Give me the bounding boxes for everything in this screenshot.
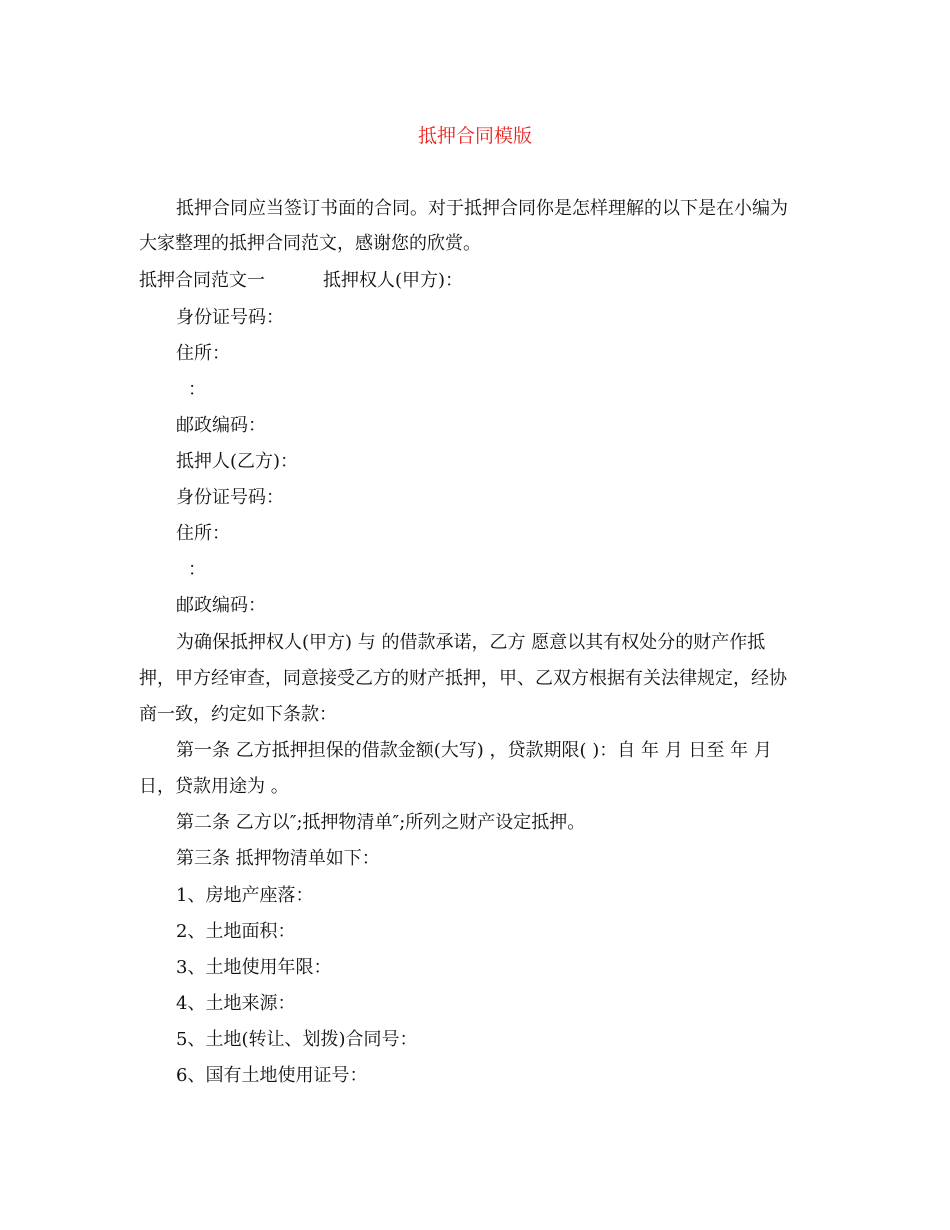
intro-line-1: 抵押合同应当签订书面的合同。对于抵押合同你是怎样理解的以下是在小编为 — [176, 198, 788, 219]
party-a-postal-code: 邮政编码： — [176, 415, 266, 436]
sample-heading: 抵押合同范文一 — [139, 270, 265, 291]
mortgagor-label: 抵押人(乙方)： — [176, 451, 299, 472]
mortgagee-label: 抵押权人(甲方)： — [323, 270, 464, 291]
document-title: 抵押合同模版 — [417, 125, 532, 147]
party-b-id-number: 身份证号码： — [176, 487, 284, 508]
intro-line-2: 大家整理的抵押合同范文，感谢您的欣赏。 — [139, 233, 481, 254]
party-a-id-number: 身份证号码： — [176, 307, 284, 328]
article-1-line-1: 第一条 乙方抵押担保的借款金额(大写) ，贷款期限( )：自 年 月 日至 年 月 — [176, 740, 772, 761]
party-b-address: 住所： — [176, 523, 230, 544]
preamble-line-2: 押，甲方经审查，同意接受乙方的财产抵押，甲、乙双方根据有关法律规定，经协 — [139, 668, 787, 689]
list-item: 3、土地使用年限： — [176, 957, 332, 978]
preamble-line-3: 商一致，约定如下条款： — [139, 704, 337, 725]
party-b-colon: ： — [188, 559, 206, 580]
list-item: 5、土地(转让、划拨)合同号： — [176, 1029, 418, 1050]
list-item: 1、房地产座落： — [176, 885, 314, 906]
article-2: 第二条 乙方以″;抵押物清单″;所列之财产设定抵押。 — [176, 812, 586, 833]
article-1-line-2: 日，贷款用途为 。 — [139, 776, 289, 797]
party-a-address: 住所： — [176, 343, 230, 364]
list-item: 6、国有土地使用证号： — [176, 1065, 368, 1086]
list-item: 4、土地来源： — [176, 993, 296, 1014]
party-b-postal-code: 邮政编码： — [176, 595, 266, 616]
preamble-line-1: 为确保抵押权人(甲方) 与 的借款承诺，乙方 愿意以其有权处分的财产作抵 — [176, 632, 766, 653]
list-item: 2、土地面积： — [176, 921, 296, 942]
party-a-colon: ： — [188, 379, 206, 400]
article-3: 第三条 抵押物清单如下： — [176, 848, 380, 869]
sample-heading-row — [139, 268, 463, 294]
